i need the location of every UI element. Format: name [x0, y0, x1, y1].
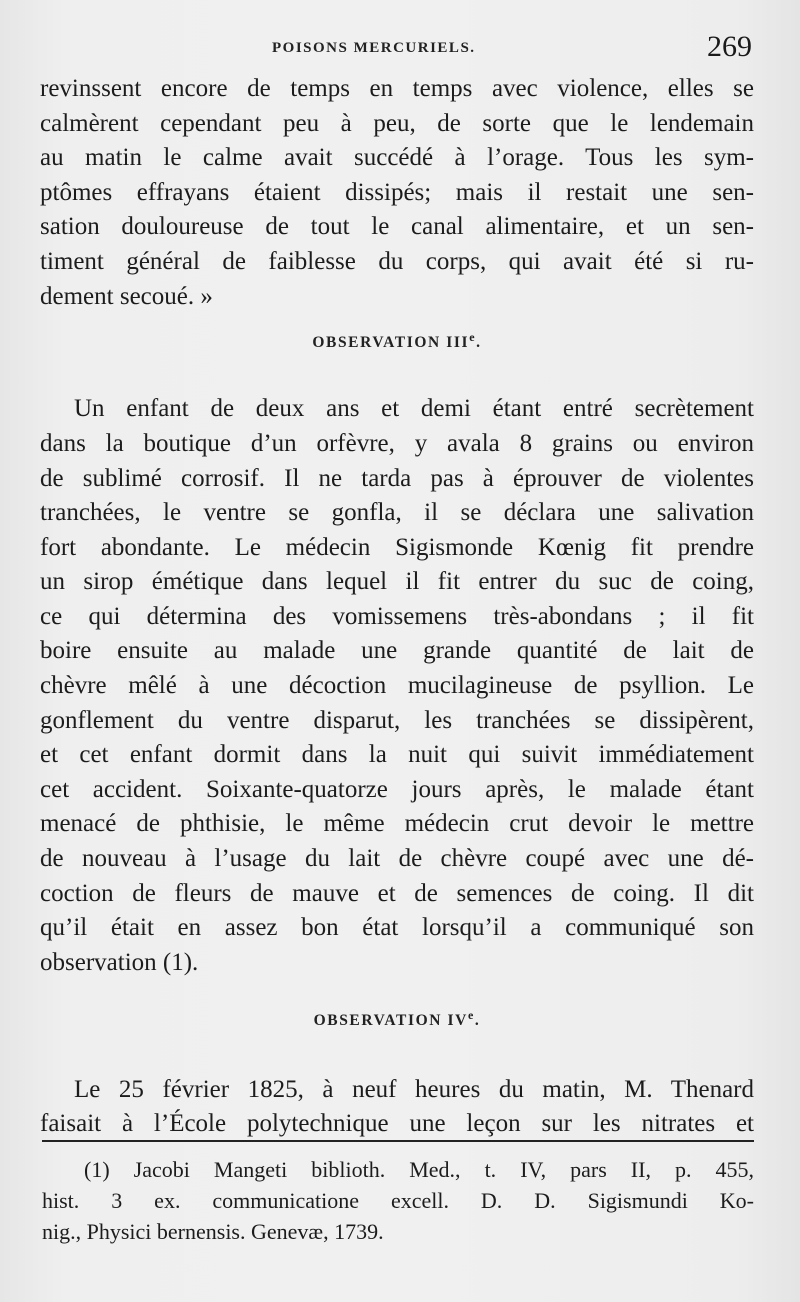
page-number: 269 [707, 30, 752, 63]
observation-suffix: e [467, 1008, 475, 1023]
text-line: sation douloureuse de tout le canal alimentaire, et un sen- [40, 213, 754, 241]
text-line: chèvre mêlé à une décoction mucilagineuse de psyllion. Le [40, 672, 754, 700]
footnote [42, 1154, 754, 1247]
text-line: Le 25 février 1825, à neuf heures du matin, M. Thenard [74, 1075, 754, 1103]
text-line: timent général de faiblesse du corps, qui avait été si ru- [40, 247, 754, 275]
observation-label: OBSERVATION IV [313, 1012, 468, 1030]
footnote-line: hist. 3 ex. communicatione excell. D. D. Sigismundi Ko- [42, 1188, 754, 1213]
text-line: Un enfant de deux ans et demi étant entré secrètement [74, 395, 754, 423]
observation-4-heading [40, 1008, 754, 1030]
running-head: POISONS MERCURIELS. [272, 40, 476, 56]
footnote-line: nig., Physici bernensis. Genevæ, 1739. [42, 1219, 384, 1244]
text-line: dans la boutique d’un orfèvre, y avala 8 grains ou environ [40, 429, 754, 457]
text-line: faisait à l’École polytechnique une leçon sur les nitrates et [40, 1110, 754, 1138]
text-line: un sirop émétique dans lequel il fit entrer du suc de coing, [40, 568, 754, 596]
text-line: qu’il était en assez bon état lorsqu’il a communiqué son [40, 914, 754, 942]
paragraph-continuation [40, 72, 754, 314]
footnote-rule [42, 1140, 754, 1142]
observation-label: OBSERVATION III [312, 334, 470, 352]
text-line: de sublimé corrosif. Il ne tarda pas à éprouver de violentes [40, 464, 754, 492]
text-line: calmèrent cependant peu à peu, de sorte que le lendemain [40, 109, 754, 137]
text-line: de nouveau à l’usage du lait de chèvre coupé avec une dé- [40, 845, 754, 873]
paragraph-observation-4 [40, 1073, 754, 1142]
text-line: boire ensuite au malade une grande quantité de lait de [40, 637, 754, 665]
observation-suffix: e [469, 330, 477, 345]
text-line: observation (1). [40, 948, 199, 976]
text-line: dement secoué. » [40, 282, 213, 310]
text-line: menacé de phthisie, le même médecin crut devoir le mettre [40, 810, 754, 838]
page-header [40, 30, 758, 66]
text-line: fort abondante. Le médecin Sigismonde Kœnig fit prendre [40, 533, 754, 561]
text-line: coction de fleurs de mauve et de semences de coing. Il dit [40, 879, 754, 907]
observation-dot: . [474, 1012, 481, 1030]
footnote-line: (1) Jacobi Mangeti biblioth. Med., t. IV, pars II, p. 455, [84, 1157, 754, 1182]
observation-3-heading [40, 330, 754, 352]
observation-dot: . [476, 334, 482, 352]
text-line: tranchées, le ventre se gonfla, il se déclara une salivation [40, 499, 754, 527]
text-line: au matin le calme avait succédé à l’orage. Tous les sym- [40, 144, 754, 172]
text-line: ptômes effrayans étaient dissipés; mais il restait une sen- [40, 178, 754, 206]
page-body [40, 72, 754, 1142]
text-line: et cet enfant dormit dans la nuit qui suivit immédiatement [40, 741, 754, 769]
text-line: revinssent encore de temps en temps avec violence, elles se [40, 75, 754, 102]
paragraph-observation-3 [40, 392, 754, 980]
text-line: cet accident. Soixante-quatorze jours après, le malade étant [40, 775, 754, 803]
text-line: gonflement du ventre disparut, les tranchées se dissipèrent, [40, 706, 754, 734]
text-line: ce qui détermina des vomissemens très-abondans ; il fit [40, 602, 754, 630]
